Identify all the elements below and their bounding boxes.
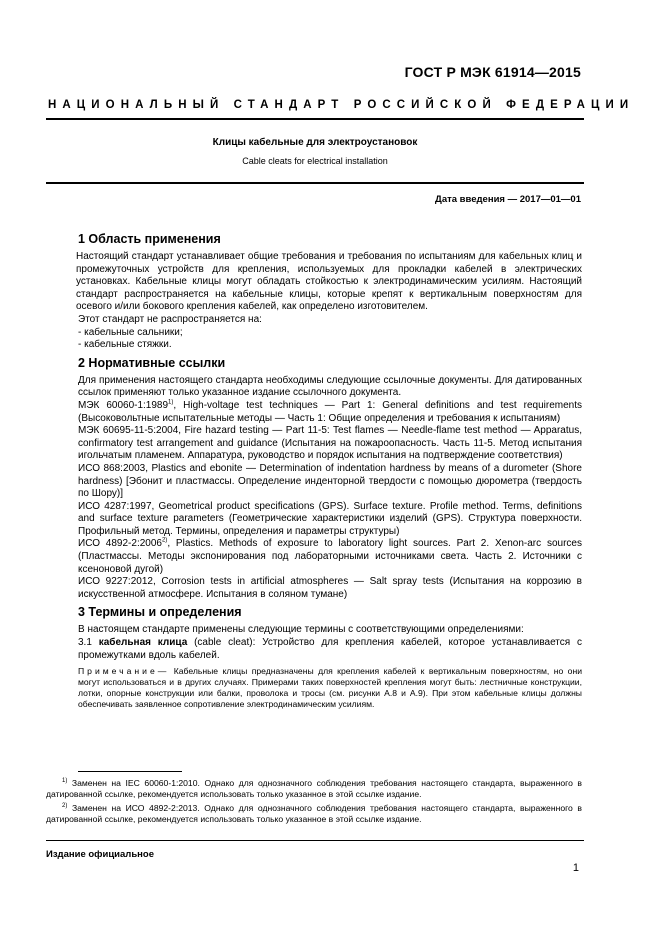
- note: Примечание— Кабельные клицы предназначены для крепления кабелей к вертикальным поверхностям, но они могут использоваться и в других случаях. Примерами таких поверхностей крепления могут быть: лестничные конструкции, лотки, опорные конструкции или балки, проволока и тросы (см. рисунки А.8 и А.9). При этом кабельные клицы должны обеспечивать заявленное сопротивление электродинамическим усилиям.: [78, 666, 582, 710]
- title-rule: [46, 182, 584, 184]
- list-item: - кабельные стяжки.: [78, 339, 172, 351]
- footnotes: [46, 778, 582, 828]
- section-heading: 3 Термины и определения: [78, 605, 242, 620]
- document-body: [78, 232, 582, 710]
- term: кабельная клица: [98, 637, 188, 649]
- paragraph: В настоящем стандарте применены следующие термины с соответствующими определениями:: [78, 624, 524, 636]
- footer-rule: [46, 840, 584, 841]
- reference-item: МЭК 60060-1:1989$^{1)}$, High-voltage test techniques — Part 1: General definitions and test requirements (Высоковольтные испытательные методы — Часть 1: Общие определения и требования к испытаниям): [78, 399, 582, 424]
- list-item: - кабельные сальники;: [78, 326, 183, 338]
- edition-label: Издание официальное: [46, 849, 154, 860]
- section-references: [78, 356, 582, 602]
- standard-banner: НАЦИОНАЛЬНЫЙ СТАНДАРТ РОССИЙСКОЙ ФЕДЕРАЦИИ: [48, 99, 635, 111]
- effective-date: Дата введения — 2017—01—01: [435, 194, 581, 205]
- title-english: Cable cleats for electrical installation: [242, 156, 388, 166]
- page-number: 1: [572, 862, 579, 874]
- title-russian: Клицы кабельные для электроустановок: [212, 137, 418, 148]
- footnote-rule: [78, 771, 182, 772]
- reference-item: ИСО 4287:1997, Geometrical product specifications (GPS). Surface texture. Profile method. Terms, definitions and surface texture parameters (Геометрические характеристики изделий (GPS). Структура поверхности. Профильный метод. Термины, определения и параметры структуры): [78, 500, 582, 537]
- paragraph: Для применения настоящего стандарта необходимы следующие ссылочные документы. Для датированных ссылок применяют только указанное издание ссылочного документа.: [78, 374, 582, 399]
- paragraph: Этот стандарт не распространяется на:: [78, 313, 262, 325]
- top-rule: [46, 118, 584, 120]
- document-code: ГОСТ Р МЭК 61914—2015: [404, 64, 581, 80]
- reference-item: ИСО 4892-2:2006$^{2)}$, Plastics. Methods of exposure to laboratory light sources. Part 2. Xenon-arc sources (Пластмассы. Методы экспонирования под лабораторными источниками света. Часть 2. Источники с ксеноновой дугой): [78, 538, 582, 575]
- section-heading: 2 Нормативные ссылки: [78, 355, 226, 370]
- footnote: $^{1)}$ Заменен на IEC 60060-1:2010. Однако для однозначного соблюдения требования настоящего стандарта, выраженного в датированной ссылке, рекомендуется использовать только указанное в этой ссылке издание.: [46, 778, 582, 799]
- section-terms: [78, 605, 582, 710]
- note-label: Примечание—: [78, 666, 170, 677]
- reference-item: МЭК 60695-11-5:2004, Fire hazard testing — Part 11-5: Test flames — Needle-flame test method — Apparatus, confirmatory test arrangement and guidance (Испытания на пожароопасность. Часть 11-5. Метод испытания игольчатым пламенем. Аппаратура, руководство и порядок испытания на подтверждение соответствия): [78, 425, 582, 462]
- paragraph: Настоящий стандарт устанавливает общие требования и требования по испытаниям для кабельных клиц и промежуточных устройств для крепления, используемых для прокладки кабелей в электрических установках. Кабельные клицы могут обладать стойкостью к электродинамическим усилиям. Настоящий стандарт распространяется на кабельные клицы, которые крепят к вертикальным поверхностям для осевого и/или бокового крепления кабелей, как определено изготовителем.: [76, 251, 582, 313]
- footnote: $^{2)}$ Заменен на ИСО 4892-2:2013. Однако для однозначного соблюдения требования настоящего стандарта, выраженного в датированной ссылке, рекомендуется использовать только указанное в этой ссылке издание.: [46, 803, 582, 824]
- reference-item: ИСО 9227:2012, Corrosion tests in artificial atmospheres — Salt spray tests (Испытания на коррозию в искусственной атмосфере. Испытания в соляном тумане): [78, 576, 582, 600]
- reference-item: ИСО 868:2003, Plastics and ebonite — Determination of indentation hardness by means of a durometer (Shore hardness) [Эбонит и пластмассы. Определение инденторной твердости с помощью дюрометра (твердость по Шору)]: [78, 462, 582, 500]
- term-definition: 3.1 кабельная клица (cable cleat): Устройство для крепления кабелей, которое устанавливается с промежутками вдоль кабелей.: [78, 637, 583, 661]
- section-scope: [78, 232, 582, 352]
- section-heading: 1 Область применения: [78, 232, 221, 246]
